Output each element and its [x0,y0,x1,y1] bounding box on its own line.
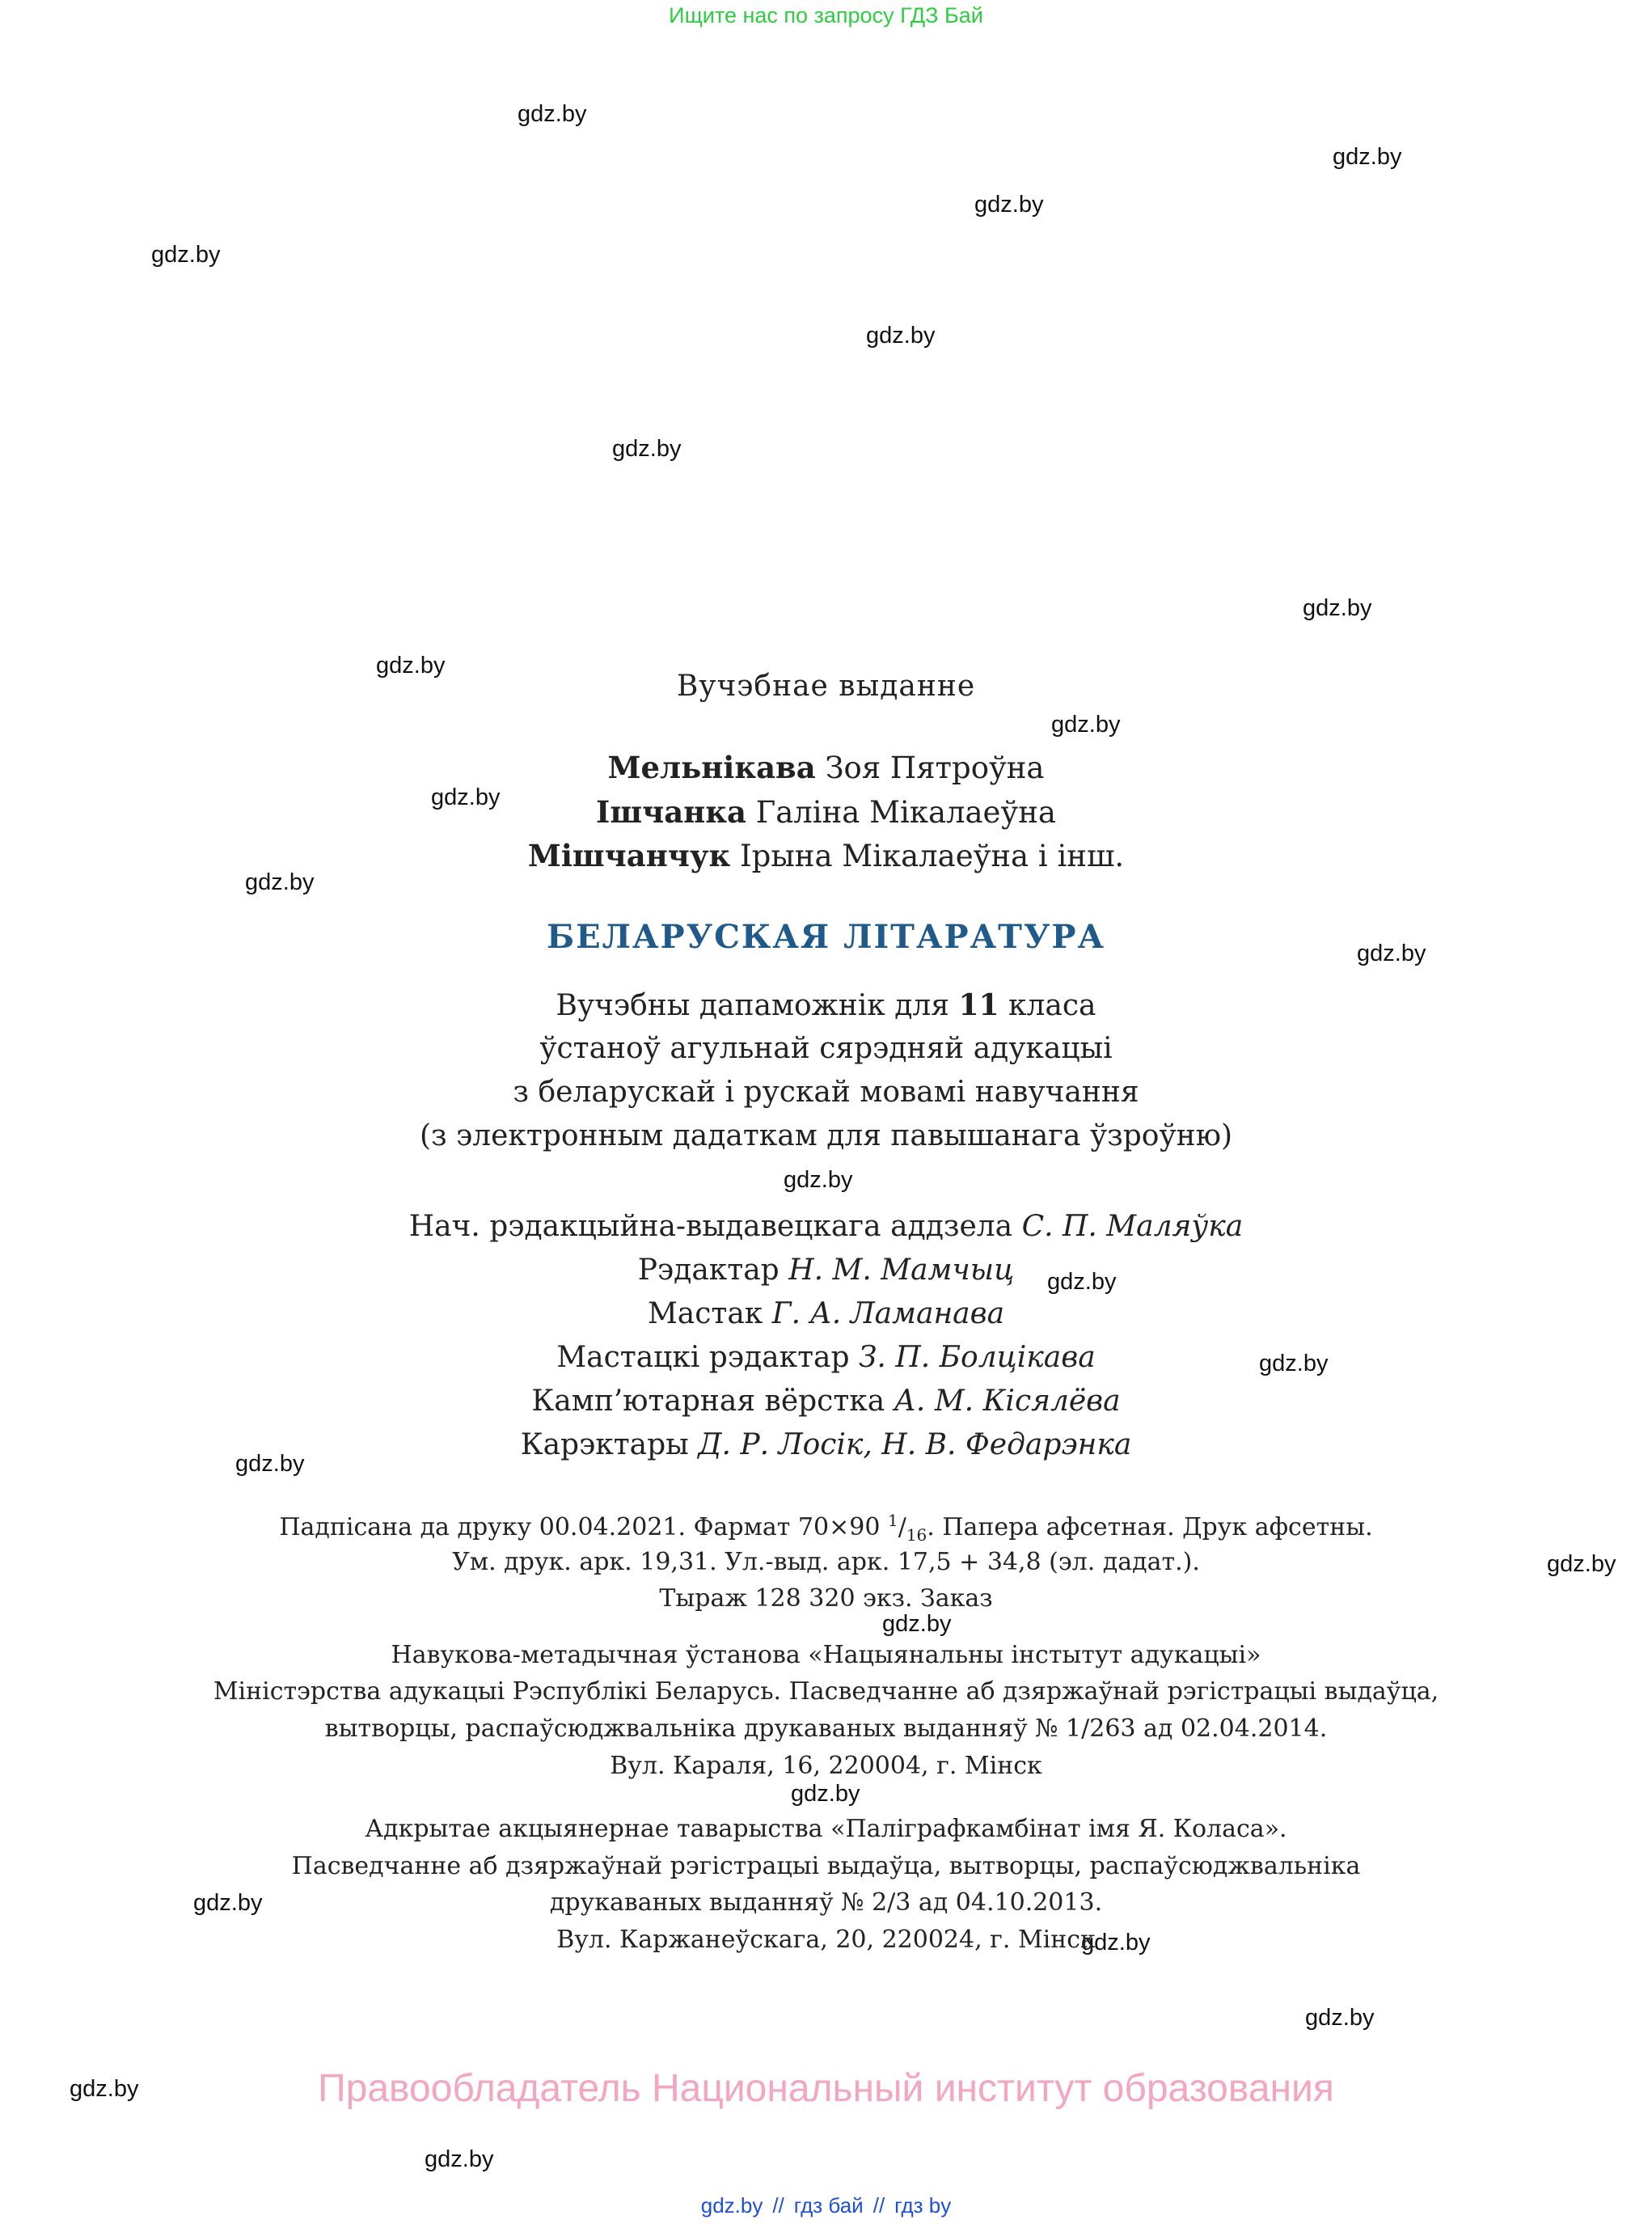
grade-number: 11 [958,988,999,1022]
watermark: gdz.by [193,1890,263,1916]
subtitle-text: Вучэбны дапаможнік для [556,989,949,1022]
credit-person: Н. М. Мамчыц [788,1254,1015,1287]
imprint-sheets: Ум. друк. арк. 19,31. Ул.-выд. арк. 17,5 + 34,8 (эл. дадат.). [452,1548,1200,1576]
credit-role: Рэдактар [637,1254,780,1287]
watermark: gdz.by [431,784,501,810]
watermark: gdz.by [518,101,587,127]
author-surname: Мельнікава [607,750,816,785]
footer-link[interactable]: gdz.by [700,2193,763,2218]
watermark: gdz.by [1259,1351,1329,1376]
watermark: gdz.by [882,1611,952,1637]
subtitle-line: з беларускай і рускай мовамі навучання [513,1076,1139,1109]
author-given-name: Галіна Мікалаеўна [755,795,1056,830]
watermark: gdz.by [245,869,315,895]
rights-holder: Правообладатель Национальный институт образования [318,2067,1334,2110]
watermark: gdz.by [791,1781,860,1807]
printer-line: Адкрытае акцыянернае таварыства «Паліграфкамбінат імя Я. Коласа». [365,1815,1287,1843]
watermark: gdz.by [784,1167,853,1193]
credit-line [0,1210,1652,1243]
watermark: gdz.by [1333,144,1402,170]
subtitle-line: ўстаноў агульнай сярэдняй адукацыі [539,1032,1113,1065]
credit-role: Карэктары [520,1428,689,1461]
credit-person: Г. А. Ламанава [771,1297,1005,1330]
watermark: gdz.by [974,192,1044,218]
subtitle-line: (з электронным дадаткам для павышанага ўзроўню) [419,1119,1233,1152]
subtitle-line [0,988,1652,1022]
author-surname: Мішчанчук [527,838,731,873]
author-line [0,750,1652,785]
watermark: gdz.by [70,2076,139,2102]
watermark: gdz.by [1305,2005,1375,2031]
credit-role: Камп’ютарная вёрстка [531,1385,885,1418]
printer-address: Вул. Каржанеўскага, 20, 220024, г. Мінск [556,1926,1096,1954]
credit-role: Мастацкі рэдактар [556,1341,850,1374]
format-denominator: 16 [906,1525,927,1545]
credit-person: Д. Р. Лосік, Н. В. Федарэнка [698,1428,1132,1461]
search-hint-banner: Ищите нас по запросу ГДЗ Бай [669,3,983,27]
author-line [0,838,1652,873]
footer-separator: // [772,2193,784,2218]
publisher-line: Навукова-метадычная ўстанова «Нацыянальны інстытут адукацыі» [391,1641,1261,1669]
credit-line [0,1297,1652,1330]
credit-line [0,1341,1652,1374]
author-surname: Ішчанка [596,794,746,830]
watermark: gdz.by [151,242,221,268]
credit-line [0,1254,1652,1287]
watermark: gdz.by [425,2146,494,2172]
imprint-print-run: Тыраж 128 320 экз. Заказ [659,1584,993,1613]
subtitle-text: класа [1008,989,1096,1022]
watermark: gdz.by [612,436,682,462]
credit-person: А. М. Кісялёва [894,1385,1121,1418]
publisher-address: Вул. Караля, 16, 220004, г. Мінск [610,1752,1042,1780]
book-title: БЕЛАРУСКАЯ ЛІТАРАТУРА [546,918,1106,956]
watermark: gdz.by [1051,712,1121,738]
credit-role: Мастак [647,1297,763,1330]
watermark: gdz.by [376,653,446,679]
author-given-name: Ірына Мікалаеўна і інш. [740,839,1125,873]
format-numerator: 1 [887,1511,898,1530]
credit-line [0,1428,1652,1461]
imprint-signed: Падпісана да друку 00.04.2021. Фармат 70×90 $^1/_{16}$. Папера афсетная. Друк афсетны. [279,1511,1373,1545]
watermark: gdz.by [866,323,936,349]
watermark: gdz.by [235,1451,305,1477]
edition-type: Вучэбнае выданне [676,670,976,703]
printer-line: Пасведчанне аб дзяржаўнай рэгістрацыі выдаўца, вытворцы, распаўсюджвальніка [291,1852,1361,1880]
footer-link[interactable]: гдз бай [793,2193,864,2218]
imprint-text: Падпісана да друку 00.04.2021. Фармат 70×90 [279,1513,881,1541]
credit-line [0,1385,1652,1418]
watermark: gdz.by [1357,941,1426,966]
printer-line: друкаваных выданняў № 2/3 ад 04.10.2013. [549,1888,1103,1917]
credit-role: Нач. рэдакцыйна-выдавецкага аддзела [408,1210,1013,1243]
publisher-line: Міністэрства адукацыі Рэспублікі Беларусь. Пасведчанне аб дзяржаўнай рэгістрацыі выдаўца, [213,1677,1439,1706]
publisher-line: вытворцы, распаўсюджвальніка друкаваных выданняў № 1/263 ад 02.04.2014. [324,1715,1328,1743]
credit-person: З. П. Болцікава [859,1341,1096,1374]
footer-link[interactable]: гдз by [894,2193,952,2218]
watermark: gdz.by [1047,1269,1117,1295]
watermark: gdz.by [1547,1551,1616,1577]
author-line [0,794,1652,830]
footer-separator: // [872,2193,885,2218]
author-given-name: Зоя Пятроўна [825,750,1045,785]
watermark: gdz.by [1303,595,1372,621]
imprint-text: . Папера афсетная. Друк афсетны. [927,1513,1373,1541]
watermark: gdz.by [1081,1930,1151,1956]
footer-links [0,2193,1652,2218]
credit-person: С. П. Маляўка [1021,1210,1244,1243]
